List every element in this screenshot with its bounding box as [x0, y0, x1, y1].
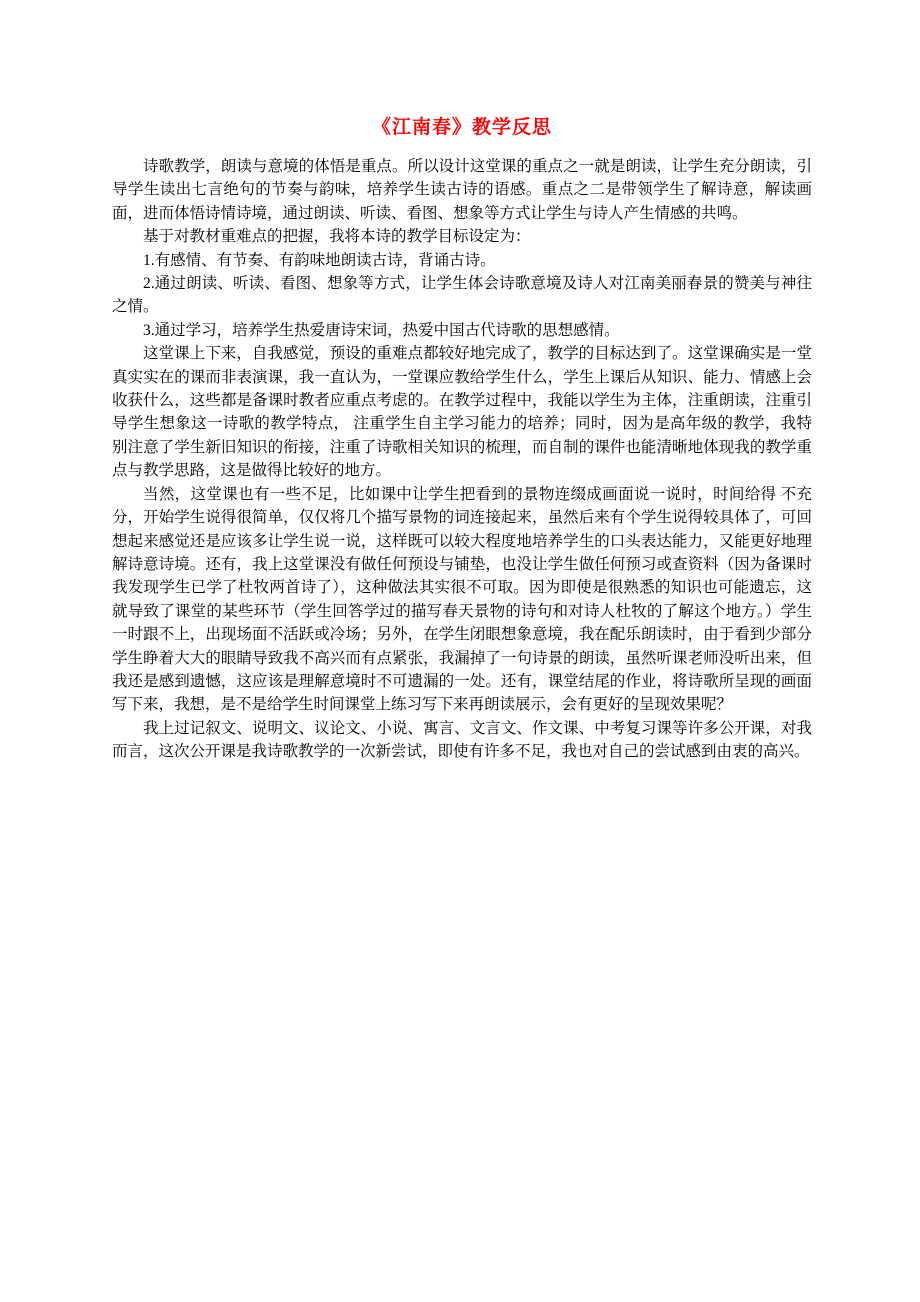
paragraph: 3.通过学习，培养学生热爱唐诗宋词，热爱中国古代诗歌的思想感情。 — [143, 321, 620, 339]
paragraph: 2.通过朗读、听读、看图、想象等方式，让学生体会诗歌意境及诗人对江南美丽春景的赞美与神往之情。 — [112, 275, 812, 316]
document-body — [112, 155, 812, 764]
paragraph: 1.有感情、有节奏、有韵味地朗读古诗，背诵古诗。 — [143, 251, 496, 269]
paragraph: 这堂课上下来，自我感觉，预设的重难点都较好地完成了，教学的目标达到了。这堂课确实是一堂真实实在的课而非表演课，我一直认为，一堂课应教给学生什么，学生上课后从知识、能力、情感上会收获什么，这些都是备课时教者应重点考虑的。在教学过程中，我能以学生为主体，注重朗读，注重引导学生想象这一诗歌的教学特点， 注重学生自主学习能力的培养；同时，因为是高年级的教学，我特别注意了学生新旧知识的衔接，注重了诗歌相关知识的梳理，而自制的课件也能清晰地体现我的教学重点与教学思路，这是做得比较好的地方。 — [112, 345, 812, 480]
paragraph: 我上过记叙文、说明文、议论文、小说、寓言、文言文、作文课、中考复习课等许多公开课，对我而言，这次公开课是我诗歌教学的一次新尝试，即使有许多不足，我也对自己的尝试感到由衷的高兴。 — [112, 719, 812, 761]
paragraph: 当然，这堂课也有一些不足，比如课中让学生把看到的景物连缀成画面说一说时，时间给得 不充分，开始学生说得很简单，仅仅将几个描写景物的词连接起来，虽然后来有个学生说得较具体了，可回想起来感觉还是应该多让学生说一说，这样既可以较大程度地培养学生的口头表达能力，又能更好地理解诗意诗境。还有，我上这堂课没有做任何预设与铺垫，也没让学生做任何预习或查资料（因为备课时我发现学生已学了杜牧两首诗了），这种做法其实很不可取。因为即使是很熟悉的知识也可能遗忘，这就导致了课堂的某些环节（学生回答学过的描写春天景物的诗句和对诗人杜牧的了解这个地方。）学生一时跟不上，出现场面不活跃或冷场；另外，在学生闭眼想象意境，我在配乐朗读时，由于看到少部分学生睁着大大的眼睛导致我不高兴而有点紧张，我漏掉了一句诗景的朗读，虽然听课老师没听出来，但我还是感到遗憾，这应该是理解意境时不可遗漏的一处。还有，课堂结尾的作业，将诗歌所呈现的画面写下来，我想，是不是给学生时间课堂上练习写下来再朗读展示，会有更好的呈现效果呢？ — [112, 485, 812, 714]
document-title: 《江南春》教学反思 — [371, 117, 552, 138]
paragraph: 诗歌教学，朗读与意境的体悟是重点。所以设计这堂课的重点之一就是朗读，让学生充分朗读，引导学生读出七言绝句的节奏与韵味，培养学生读古诗的语感。重点之二是带领学生了解诗意，解读画面，进而体悟诗情诗境，通过朗读、听读、看图、想象等方式让学生与诗人产生情感的共鸣。 — [112, 158, 812, 222]
paragraph: 基于对教材重难点的把握，我将本诗的教学目标设定为： — [143, 228, 531, 246]
